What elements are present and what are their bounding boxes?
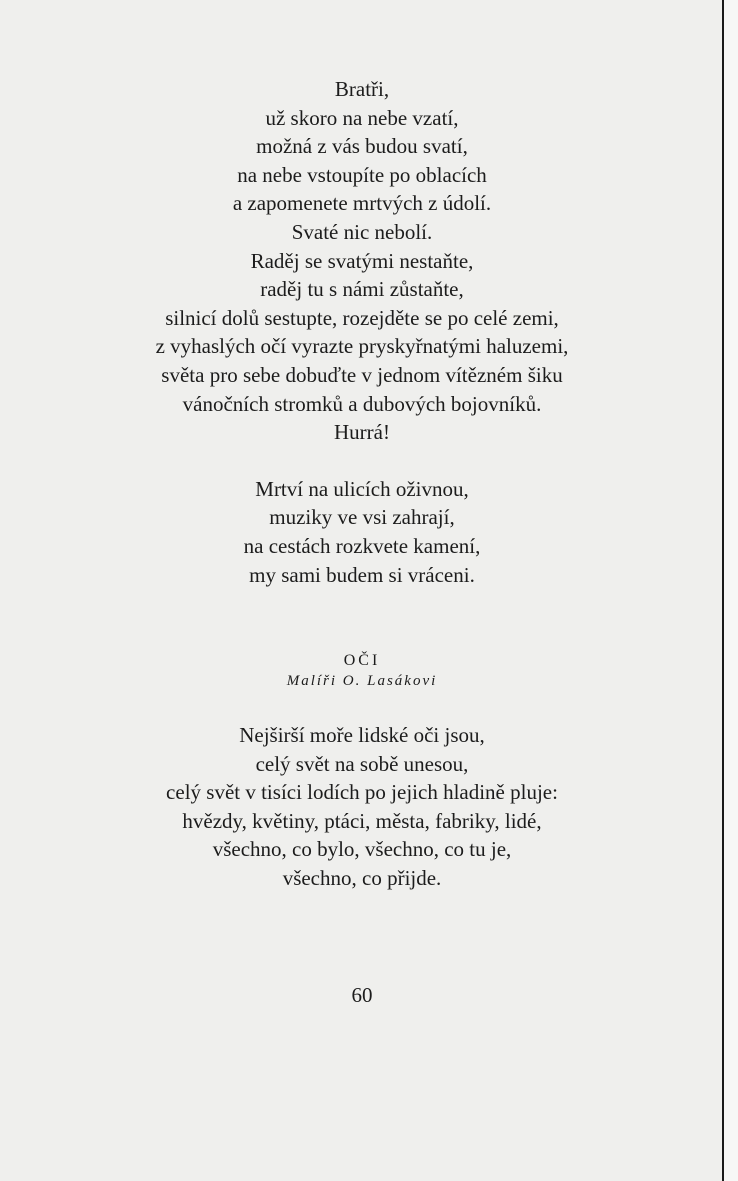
page-number: 60 (351, 982, 373, 1007)
poem-line: světa pro sebe dobuďte v jednom vítězném šiku (161, 362, 563, 387)
poem-line: Svaté nic nebolí. (291, 219, 433, 244)
poem-line: a zapomenete mrtvých z údolí. (232, 191, 492, 216)
poem-title: OČI (343, 652, 381, 670)
poem-line: celý svět na sobě unesou, (255, 751, 469, 776)
poem-line: Bratři, (334, 77, 390, 101)
poem-line: možná z vás budou svatí, (256, 134, 468, 159)
page-outside-margin (724, 0, 738, 1181)
poem-line: Hurrá! (334, 420, 390, 445)
poem-line: už skoro na nebe vzatí, (265, 105, 459, 130)
poem-line: Nejširší moře lidské oči jsou, (239, 723, 485, 748)
poem-line: z vyhaslých očí vyrazte pryskyřnatými haluzemi, (155, 334, 569, 359)
poem-line: Raděj se svatými nestaňte, (250, 248, 474, 273)
poem-line: my sami budem si vráceni. (249, 562, 475, 587)
page-content (0, 75, 724, 1008)
poem-line: všechno, co bylo, všechno, co tu je, (212, 837, 512, 862)
poem-line: celý svět v tisíci lodích po jejich hladině pluje: (166, 780, 558, 805)
poem-stanza-2 (0, 475, 724, 589)
poem-line: vánočních stromků a dubových bojovníků. (182, 391, 542, 416)
poem-line: silnicí dolů sestupte, rozejděte se po celé zemi, (165, 305, 559, 330)
poem-line: muziky ve vsi zahrají, (269, 505, 455, 530)
poem-line: všechno, co přijde. (282, 866, 442, 891)
poem-line: na cestách rozkvete kamení, (243, 533, 481, 558)
poem-stanza-1 (0, 75, 724, 447)
poem-line: hvězdy, květiny, ptáci, města, fabriky, lidé, (182, 808, 542, 833)
poem-dedication: Malíři O. Lasákovi (286, 673, 438, 690)
poem-line: Mrtví na ulicích oživnou, (255, 476, 469, 501)
poem-stanza-3 (0, 721, 724, 893)
poem-line: na nebe vstoupíte po oblacích (237, 162, 487, 187)
poem-line: raděj tu s námi zůstaňte, (260, 277, 464, 302)
